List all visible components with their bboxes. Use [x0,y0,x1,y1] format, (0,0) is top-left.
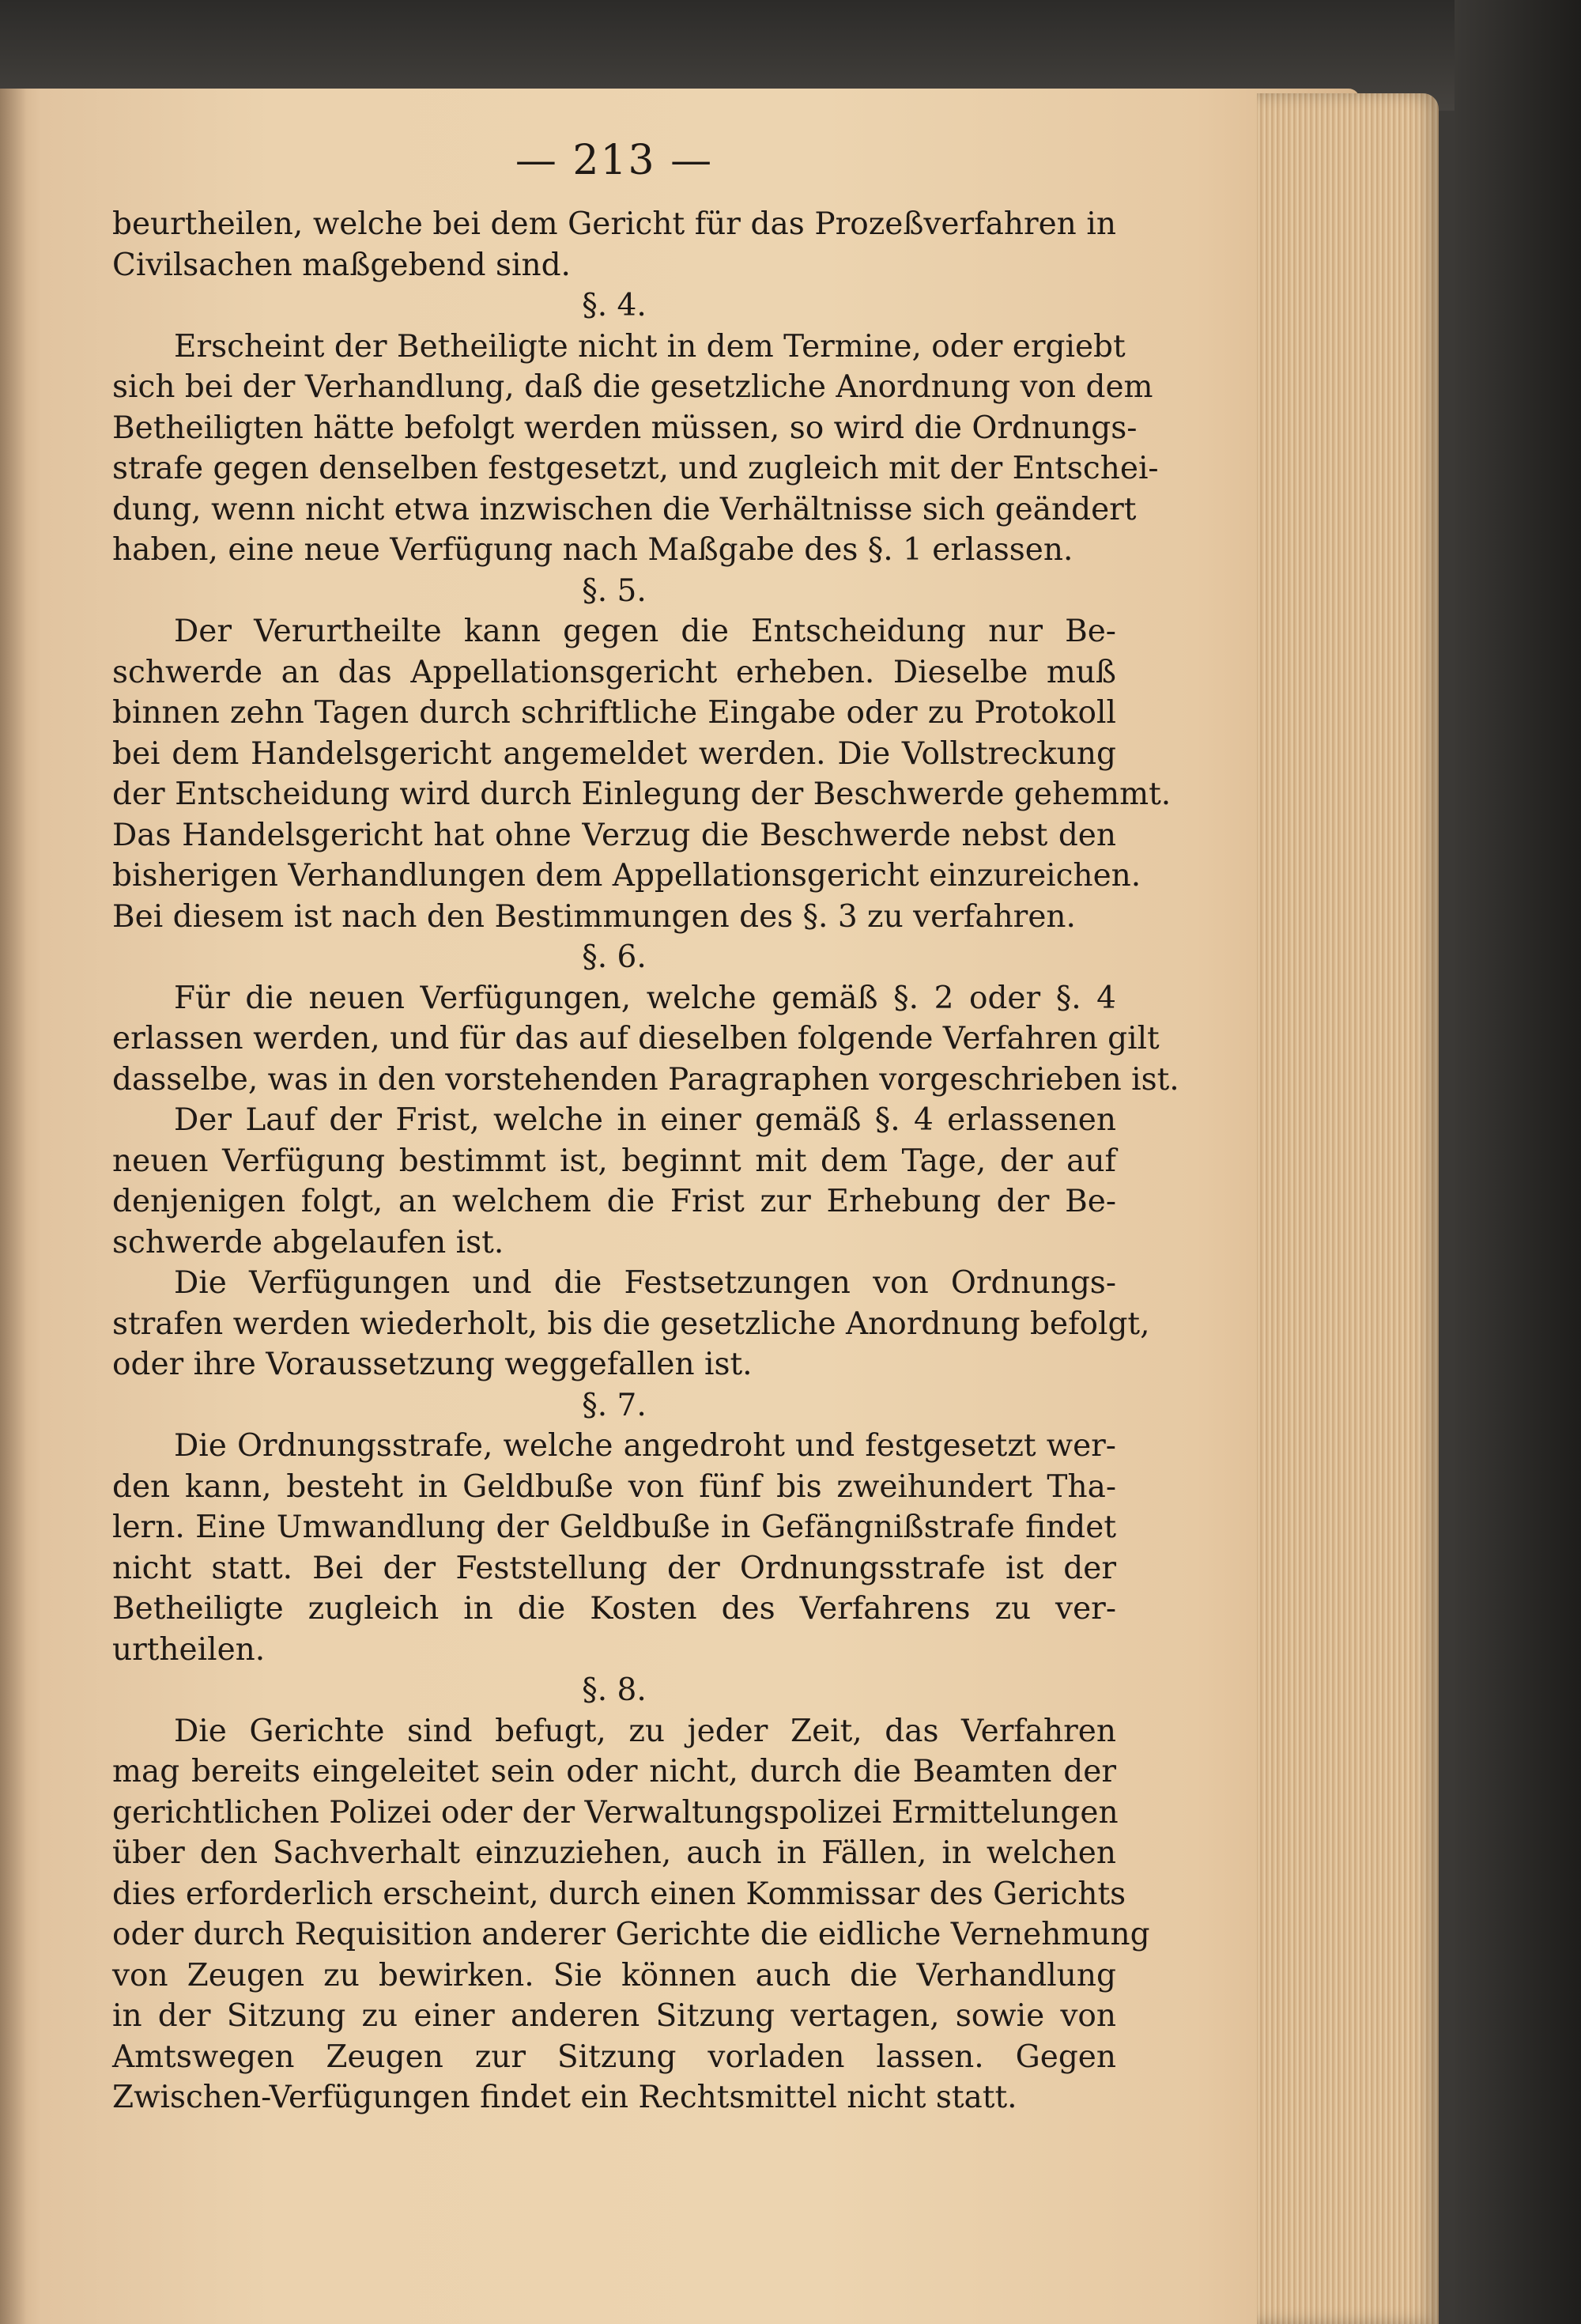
text-line: Civilsachen maßgebend sind. [112,247,571,283]
text-line: Die Gerichte sind befugt, zu jeder Zeit, das Verfahren [174,1713,1116,1749]
paragraph [112,204,1116,285]
text-line: gerichtlichen Polizei oder der Verwaltungspolizei Ermittelungen [112,1794,1119,1831]
text-line: urtheilen. [112,1631,266,1668]
text-line: den kann, besteht in Geldbuße von fünf bis zweihundert Tha- [112,1468,1116,1505]
section-heading: §. 8. [582,1672,647,1708]
text-line: Amtswegen Zeugen zur Sitzung vorladen lassen. Gegen [112,2039,1116,2075]
text-line: Das Handelsgericht hat ohne Verzug die Beschwerde nebst den [112,817,1116,853]
text-line: von Zeugen zu bewirken. Sie können auch die Verhandlung [112,1957,1116,1993]
paragraph [112,978,1179,1101]
paragraph [112,611,1172,937]
text-line: denjenigen folgt, an welchem die Frist zur Erhebung der Be- [112,1184,1116,1219]
text-line: nicht statt. Bei der Feststellung der Ordnungsstrafe ist der [112,1550,1116,1586]
text-line: über den Sachverhalt einzuziehen, auch in Fällen, in welchen [112,1835,1116,1871]
text-line: Bei diesem ist nach den Bestimmungen des §. 3 zu verfahren. [112,898,1076,935]
section-heading: §. 6. [582,939,647,975]
section-heading: §. 7. [582,1387,647,1423]
section-heading: §. 5. [582,572,647,609]
text-line: Die Verfügungen und die Festsetzungen von Ordnungs- [174,1265,1116,1301]
text-line: dies erforderlich erscheint, durch einen Kommissar des Gerichts [112,1876,1126,1912]
paragraph [112,1711,1150,2118]
text-line: neuen Verfügung bestimmt ist, beginnt mit dem Tage, der auf [112,1143,1116,1179]
text-line: Zwischen-Verfügungen findet ein Rechtsmittel nicht statt. [112,2080,1017,2115]
text-line: dung, wenn nicht etwa inzwischen die Verhältnisse sich geändert [112,491,1137,527]
text-line: strafen werden wiederholt, bis die gesetzliche Anordnung befolgt, [112,1306,1150,1342]
text-line: bei dem Handelsgericht angemeldet werden. Die Vollstreckung [112,735,1116,772]
text-line: schwerde an das Appellationsgericht erheben. Dieselbe muß [112,654,1116,690]
text-line: erlassen werden, und für das auf dieselben folgende Verfahren gilt [112,1021,1160,1056]
text-line: Erscheint der Betheiligte nicht in dem Termine, oder ergiebt [174,328,1126,365]
text-line: binnen zehn Tagen durch schriftliche Eingabe oder zu Protokoll [112,695,1116,731]
text-line: mag bereits eingeleitet sein oder nicht, durch die Beamten der [112,1754,1116,1789]
section-heading: §. 4. [582,288,647,323]
text-line: Für die neuen Verfügungen, welche gemäß §. 2 oder §. 4 [174,980,1116,1016]
paragraph [112,1100,1116,1263]
text-line: haben, eine neue Verfügung nach Maßgabe des §. 1 erlassen. [112,532,1073,568]
page-text [112,133,1179,2118]
text-line: oder ihre Voraussetzung weggefallen ist. [112,1347,753,1382]
body-text [112,204,1179,2118]
paragraph [112,1263,1150,1385]
text-line: beurtheilen, welche bei dem Gericht für das Prozeßverfahren in [112,206,1116,242]
paragraph [112,1426,1116,1670]
text-line: Die Ordnungsstrafe, welche angedroht und festgesetzt wer- [174,1428,1116,1464]
book-cover-right [1455,0,1581,2324]
text-line: Der Lauf der Frist, welche in einer gemäß §. 4 erlassenen [174,1102,1116,1138]
gutter-shadow [0,89,27,2324]
text-line: Betheiligten hätte befolgt werden müssen, so wird die Ordnungs- [112,410,1138,446]
text-line: schwerde abgelaufen ist. [112,1224,504,1260]
text-line: bisherigen Verhandlungen dem Appellationsgericht einzureichen. [112,858,1141,894]
page-number: — 213 — [515,137,714,184]
paragraph [112,327,1159,571]
text-line: sich bei der Verhandlung, daß die gesetzliche Anordnung von dem [112,369,1153,405]
text-line: dasselbe, was in den vorstehenden Paragraphen vorgeschrieben ist. [112,1061,1179,1098]
text-line: lern. Eine Umwandlung der Geldbuße in Gefängnißstrafe findet [112,1510,1116,1545]
text-line: Betheiligte zugleich in die Kosten des Verfahrens zu ver- [112,1591,1116,1627]
text-line: der Entscheidung wird durch Einlegung der Beschwerde gehemmt. [112,777,1172,812]
text-line: Der Verurtheilte kann gegen die Entscheidung nur Be- [174,614,1116,649]
page-edges [1257,93,1439,2324]
text-line: in der Sitzung zu einer anderen Sitzung vertagen, sowie von [112,1998,1116,2034]
text-line: strafe gegen denselben festgesetzt, und zugleich mit der Entschei- [112,451,1159,486]
text-line: oder durch Requisition anderer Gerichte die eidliche Vernehmung [112,1917,1150,1952]
